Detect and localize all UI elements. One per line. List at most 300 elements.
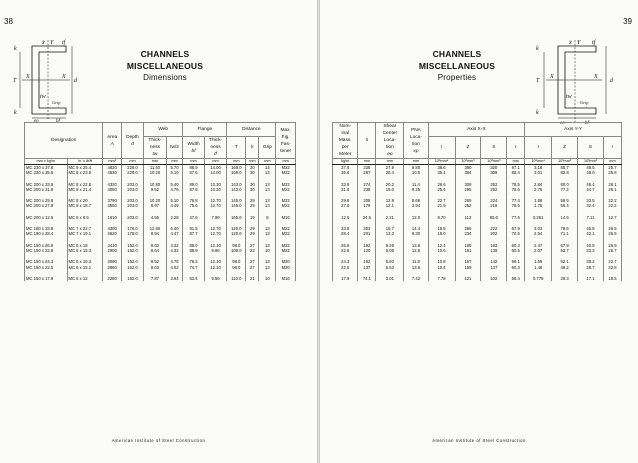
table-cell: 3.01 [525, 170, 552, 175]
table-cell: 1.75 [525, 203, 552, 208]
table-cell: 12.70 [204, 231, 227, 236]
table-cell: 13.8 [404, 243, 428, 248]
page-title [90, 48, 240, 84]
col-distance-group: Distance [227, 123, 276, 137]
table-cell: 364 [455, 170, 481, 175]
table-cell: 1.46 [525, 265, 552, 270]
table-cell: 71.1 [552, 231, 578, 236]
col-shear-center: Shear Center Loca- tion eo [376, 123, 404, 159]
table-cell: 44.7 [578, 187, 604, 192]
table-cell: 142 [481, 259, 507, 264]
table-cell: 8.03 [144, 265, 167, 270]
table-cell: MC 8 x 22.8 [67, 182, 103, 187]
table-cell: 2.28 [166, 215, 183, 220]
table-cell: 33.8 [333, 226, 358, 231]
table-cell: 10 [259, 276, 276, 281]
table-cell: 137 [358, 265, 376, 270]
table-cell: 30 [246, 170, 259, 175]
col-max-fig: Max. Fig. Fas- tener [276, 123, 296, 159]
table-cell: 224 [481, 198, 507, 203]
table-cell: 7.90 [204, 215, 227, 220]
label-tf: tf [592, 40, 596, 46]
table-cell: 120 [358, 248, 376, 253]
table-cell: 152.0 [121, 259, 143, 264]
table-cell: 2280 [103, 276, 121, 281]
table-cell: 28.7 [578, 265, 604, 270]
table-row [25, 276, 296, 281]
table-cell: 159 [455, 265, 481, 270]
table-cell: M22 [276, 243, 296, 248]
label-k-top: k [14, 46, 17, 52]
table-cell: 3090 [103, 259, 121, 264]
table-cell: 4.49 [166, 203, 183, 208]
col-y-Z: Z [552, 137, 578, 159]
table-cell: 3790 [103, 198, 121, 203]
page-footer: American Institute of Steel Construction [432, 438, 526, 443]
table-cell: 76.8 [183, 198, 204, 203]
col-x-Z: Z [455, 137, 481, 159]
table-cell: 14 [259, 165, 276, 171]
table-cell: MC 8 x 21.4 [67, 187, 103, 192]
table-cell: 9.50 [204, 276, 227, 281]
table-cell: 12.6 [333, 215, 358, 220]
table-cell: 303 [358, 226, 376, 231]
table-cell: M22 [276, 170, 296, 175]
table-cell: 75.6 [183, 203, 204, 208]
table-cell: 26.6 [428, 182, 455, 187]
table-cell: 22.8 [603, 265, 621, 270]
table-cell: 19.8 [428, 226, 455, 231]
table-cell: 30 [246, 187, 259, 192]
label-t: T [536, 78, 540, 84]
table-cell: MC 6 x 15.1 [67, 265, 103, 270]
table-cell: 265 [455, 198, 481, 203]
label-bf: bf [56, 119, 60, 122]
table-cell: 9.70 [428, 215, 455, 220]
table-cell: 5.70 [166, 165, 183, 171]
table-cell: 11.8 [404, 259, 428, 264]
table-cell: MC 8 x 8.5 [67, 215, 103, 220]
table-cell: 265 [455, 226, 481, 231]
table-cell: 9.52 [144, 187, 167, 192]
table-cell: 30.2 [578, 259, 604, 264]
table-cell: 7.11 [578, 215, 604, 220]
table-cell: MC 7 x 19.1 [67, 231, 103, 236]
table-cell: 216 [481, 203, 507, 208]
table-cell: 203.0 [121, 198, 143, 203]
col-flange-thickness: Thick- ness tf [204, 137, 227, 159]
table-cell: 7.87 [144, 276, 167, 281]
table-cell: 8.63 [144, 243, 167, 248]
table-cell: 234 [455, 231, 481, 236]
table-cell: 85.7 [552, 165, 578, 171]
right-page [320, 0, 638, 463]
table-cell: 139 [481, 248, 507, 253]
table-cell: 10.80 [144, 182, 167, 187]
table-cell: 203.0 [121, 182, 143, 187]
page-number: 39 [623, 17, 632, 26]
table-cell: 77.2 [552, 187, 578, 192]
table-cell: 29.3 [552, 276, 578, 281]
table-cell: 8.66 [404, 198, 428, 203]
table-cell: 3.03 [525, 226, 552, 231]
table-cell: 4.76 [166, 187, 183, 192]
col-depth: Depth d [121, 123, 143, 159]
table-cell: 27.9 [376, 165, 404, 171]
table-cell: 45.8 [578, 226, 604, 231]
col-x-S: S [481, 137, 507, 159]
table-cell: 13 [259, 265, 276, 270]
table-cell: 22 [246, 248, 259, 253]
table-cell: 33.5 [578, 198, 604, 203]
table-cell: 10.20 [144, 198, 167, 203]
table-cell: 13 [259, 243, 276, 248]
table-cell: MC 180 x 28.4 [25, 231, 68, 236]
table-cell: 26.5 [603, 231, 621, 236]
table-cell: 27 [246, 265, 259, 270]
table-cell: 29 [246, 226, 259, 231]
table-cell: 252 [481, 187, 507, 192]
title-line-1: CHANNELS [140, 49, 190, 59]
table-cell: 5.53 [376, 265, 404, 270]
col-y-r: r [603, 137, 621, 159]
table-cell: 27 [246, 243, 259, 248]
page-footer: American Institute of Steel Construction [111, 438, 206, 443]
table-cell: 178.0 [121, 231, 143, 236]
table-cell: 14 [259, 170, 276, 175]
table-cell: 19 [246, 215, 259, 220]
table-cell: 78.5 [507, 182, 525, 187]
table-cell: 24.6 [358, 215, 376, 220]
label-t: T [13, 78, 17, 84]
table-cell: 12.70 [204, 203, 227, 208]
table-cell: 58.5 [552, 198, 578, 203]
table-cell: 2.47 [525, 243, 552, 248]
title-line-3: Properties [437, 73, 477, 82]
table-cell: MC 6 x 16.3 [67, 259, 103, 264]
col-designation: Designation [25, 123, 103, 159]
table-cell: 22.2 [603, 203, 621, 208]
table-cell: 102 [481, 276, 507, 281]
table-cell: 56.4 [552, 203, 578, 208]
table-cell: 12.10 [204, 259, 227, 264]
table-cell: 35.4 [428, 170, 455, 175]
table-cell: MC 6 x 15.3 [67, 248, 103, 253]
col-y-S: S [578, 137, 604, 159]
table-cell: 12.80 [144, 226, 167, 231]
table-cell: M16 [276, 276, 296, 281]
table-cell: 10.8 [428, 259, 455, 264]
col-web-thickness: Thick- ness tw [144, 137, 167, 159]
label-y-top: Y [577, 40, 581, 46]
table-cell: 188 [455, 243, 481, 248]
col-T: T [227, 137, 246, 159]
table-cell: 67.9 [507, 226, 525, 231]
table-cell: 26.1 [603, 182, 621, 187]
col-flange-group: Flange [183, 123, 227, 137]
table-cell: 25.8 [603, 170, 621, 175]
table-cell: 8 [259, 215, 276, 220]
table-cell: 49.2 [552, 265, 578, 270]
col-axis-x-group: Axis X-X [428, 123, 525, 137]
table-cell: 238 [358, 187, 376, 192]
table-cell: 13 [259, 187, 276, 192]
table-cell: 5.93 [376, 259, 404, 264]
table-cell: 11.40 [144, 165, 167, 171]
table-cell: 98.0 [227, 265, 246, 270]
table-cell: 4.55 [144, 215, 167, 220]
table-cell: 201 [358, 231, 376, 236]
table-cell: 9.25 [404, 187, 428, 192]
table-cell: 13 [259, 198, 276, 203]
table-cell: 179 [358, 203, 376, 208]
table-cell: 13.6 [404, 265, 428, 270]
table-cell: 26.8 [333, 243, 358, 248]
table-cell: MC 200 x 29.8 [25, 198, 68, 203]
table-cell: 13.30 [204, 187, 227, 192]
table-cell: 152.0 [121, 276, 143, 281]
table-cell: MC 150 x 24.3 [25, 259, 68, 264]
table-cell: 22.7 [603, 259, 621, 264]
table-cell: M22 [276, 165, 296, 171]
table-cell: MC 150 x 17.9 [25, 276, 68, 281]
label-grip: Grip [52, 100, 61, 105]
table-cell: 91.5 [183, 226, 204, 231]
table-cell: 30 [246, 182, 259, 187]
table-cell: 19.0 [376, 187, 404, 192]
table-cell: 1.86 [525, 198, 552, 203]
table-cell: 77.6 [507, 215, 525, 220]
dimensions-table [24, 122, 296, 281]
table-cell: M16 [276, 215, 296, 220]
dimensions-table-body [25, 159, 296, 282]
col-k: k [246, 137, 259, 159]
col-nominal-mass: Nom- inal Mass. per Meter [333, 123, 358, 159]
table-cell: 169.0 [227, 170, 246, 175]
table-cell: 15.7 [376, 226, 404, 231]
table-cell: MC 230 x 35.6 [25, 170, 68, 175]
table-cell: 274 [358, 182, 376, 187]
table-cell: 29 [246, 231, 259, 236]
table-cell: 28.4 [376, 170, 404, 175]
properties-table [332, 122, 622, 281]
table-cell: MC 200 x 12.6 [25, 215, 68, 220]
table-cell: 9.29 [376, 243, 404, 248]
label-x-right: X [62, 74, 66, 80]
table-cell: 33.3 [578, 248, 604, 253]
col-area: Area A [103, 123, 121, 159]
table-cell: 2.84 [525, 182, 552, 187]
table-cell: MC 200 x 27.8 [25, 203, 68, 208]
table-cell: 52.1 [552, 259, 578, 264]
table-cell: 120.0 [227, 231, 246, 236]
table-cell: M22 [276, 231, 296, 236]
table-cell: MC 6 x 12 [67, 276, 103, 281]
title-line-2: MISCELLANEOUS [126, 61, 204, 71]
table-cell: 203.0 [121, 203, 143, 208]
table-cell: 87.6 [183, 170, 204, 175]
table-cell: 3410 [103, 243, 121, 248]
table-cell: 37.8 [333, 165, 358, 171]
table-cell: 33.9 [333, 182, 358, 187]
properties-table-body [333, 159, 622, 282]
col-axis-y-group: Axis Y-Y [525, 123, 622, 137]
table-cell: 152.0 [121, 265, 143, 270]
table-cell: 47.6 [183, 215, 204, 220]
table-cell: 3.94 [166, 276, 183, 281]
table-cell: MC 150 x 22.5 [25, 265, 68, 270]
table-cell: 88.9 [183, 248, 204, 253]
table-cell: 53.7 [552, 248, 578, 253]
table-cell: 8.94 [144, 231, 167, 236]
label-y-top: Y [50, 40, 54, 46]
table-cell: 12.9 [376, 198, 404, 203]
table-cell: 59.1 [507, 259, 525, 264]
table-cell: M22 [276, 198, 296, 203]
table-cell: 60.5 [507, 248, 525, 253]
table-cell: MC 8 x 18.7 [67, 203, 103, 208]
table-cell: 12.10 [204, 243, 227, 248]
table-cell: 4.32 [166, 243, 183, 248]
table-cell: MC 200 x 33.9 [25, 182, 68, 187]
table-cell: 8.64 [144, 248, 167, 253]
table-cell: 7.78 [428, 276, 455, 281]
table-cell: 308 [455, 182, 481, 187]
table-cell: 82.8 [552, 170, 578, 175]
table-cell: MC 230 x 37.8 [25, 165, 68, 171]
table-cell: 229.0 [121, 170, 143, 175]
table-cell: MC 200 x 31.8 [25, 187, 68, 192]
table-cell: 2860 [103, 265, 121, 270]
channel-section-diagram [530, 38, 620, 124]
table-cell: 9.80 [204, 248, 227, 253]
label-tw: tw [566, 94, 572, 100]
table-cell: 30 [246, 165, 259, 171]
table-cell: 161 [455, 248, 481, 253]
table-cell: 87.1 [507, 165, 525, 171]
table-cell: 17.9 [333, 276, 358, 281]
table-cell: 2900 [103, 248, 121, 253]
table-cell: 287 [358, 170, 376, 175]
table-cell: 162 [358, 259, 376, 264]
table-cell: 7.42 [404, 276, 428, 281]
table-cell: 108.0 [227, 248, 246, 253]
table-cell: 25.6 [428, 187, 455, 192]
table-cell: 80.0 [552, 182, 578, 187]
table-cell: 26.5 [603, 226, 621, 231]
label-d: d [610, 78, 613, 84]
table-cell: 67.8 [552, 243, 578, 248]
table-cell: 14.5 [552, 215, 578, 220]
table-cell: 10.20 [144, 170, 167, 175]
table-cell: 32.4 [578, 203, 604, 208]
table-cell: 229.0 [121, 165, 143, 171]
col-xbar: x̄ [358, 123, 376, 159]
table-cell: 12.1 [376, 203, 404, 208]
table-cell: 29 [246, 203, 259, 208]
table-cell: 192 [358, 243, 376, 248]
table-cell: 21 [246, 276, 259, 281]
table-cell: 143.0 [227, 187, 246, 192]
table-cell: 18.0 [428, 231, 455, 236]
table-cell: 36.6 [428, 165, 455, 171]
col-flange-width: Width bf [183, 137, 204, 159]
table-cell: 202 [481, 231, 507, 236]
table-cell: 22.8 [333, 248, 358, 253]
table-cell: 2.76 [525, 187, 552, 192]
table-cell: 74.7 [183, 265, 204, 270]
table-row [333, 276, 622, 281]
table-cell: 98.0 [227, 243, 246, 248]
table-cell: 4.02 [166, 265, 183, 270]
table-cell: 74.1 [358, 276, 376, 281]
table-cell: 4.76 [166, 259, 183, 264]
table-cell: 0.778 [525, 276, 552, 281]
table-cell: 4.32 [166, 248, 183, 253]
col-web-group: Web [144, 123, 183, 137]
table-cell: 203.0 [121, 187, 143, 192]
table-cell: 295 [455, 187, 481, 192]
table-cell: 145.0 [227, 198, 246, 203]
table-cell: 60.3 [507, 265, 525, 270]
label-x-left: X [26, 74, 30, 80]
table-cell: 26.1 [603, 187, 621, 192]
table-cell: 121 [455, 276, 481, 281]
table-cell: MC 9 x 23.9 [67, 170, 103, 175]
label-grip: Grip [580, 100, 589, 105]
table-cell: 5.10 [166, 198, 183, 203]
table-cell: 17.1 [578, 276, 604, 281]
table-cell: 14.4 [404, 226, 428, 231]
table-cell: 31.8 [333, 187, 358, 192]
table-cell: 262 [481, 182, 507, 187]
table-cell: MC 8 x 20 [67, 198, 103, 203]
label-k-bottom: k [14, 110, 17, 116]
table-cell: 12.0 [404, 215, 428, 220]
table-cell: 1.59 [525, 259, 552, 264]
channel-section-diagram [12, 38, 78, 122]
table-cell: 12.70 [204, 198, 227, 203]
table-cell: 27.8 [333, 203, 358, 208]
table-cell: 252 [455, 203, 481, 208]
table-cell: 3.01 [376, 276, 404, 281]
table-cell: 380 [455, 165, 481, 171]
table-cell: 110.0 [227, 276, 246, 281]
table-cell: 10.4 [428, 265, 455, 270]
units-row: mm x kg/m in. x lb/ft mm² mm mm mm mm mm mm mm mm mm [25, 159, 296, 165]
label-k-bottom: k [536, 110, 539, 116]
table-cell: 137 [481, 265, 507, 270]
label-x-left: X [550, 74, 554, 80]
page-title [382, 48, 532, 84]
table-cell: 12.7 [603, 215, 621, 220]
table-cell: 0.261 [525, 215, 552, 220]
table-cell: 222 [481, 226, 507, 231]
table-cell: 309 [481, 170, 507, 175]
table-cell: 163 [481, 243, 507, 248]
table-cell: 20.2 [376, 182, 404, 187]
table-cell: 79.6 [552, 226, 578, 231]
table-cell: 12.70 [204, 226, 227, 231]
table-cell: 22.2 [603, 198, 621, 203]
col-x-I: I [428, 137, 455, 159]
table-cell: 4320 [103, 182, 121, 187]
label-tw: tw [40, 94, 46, 100]
table-cell: 6.08 [376, 248, 404, 253]
table-cell: 60.3 [507, 243, 525, 248]
table-cell: 49.5 [578, 165, 604, 171]
table-cell: 76.2 [183, 259, 204, 264]
